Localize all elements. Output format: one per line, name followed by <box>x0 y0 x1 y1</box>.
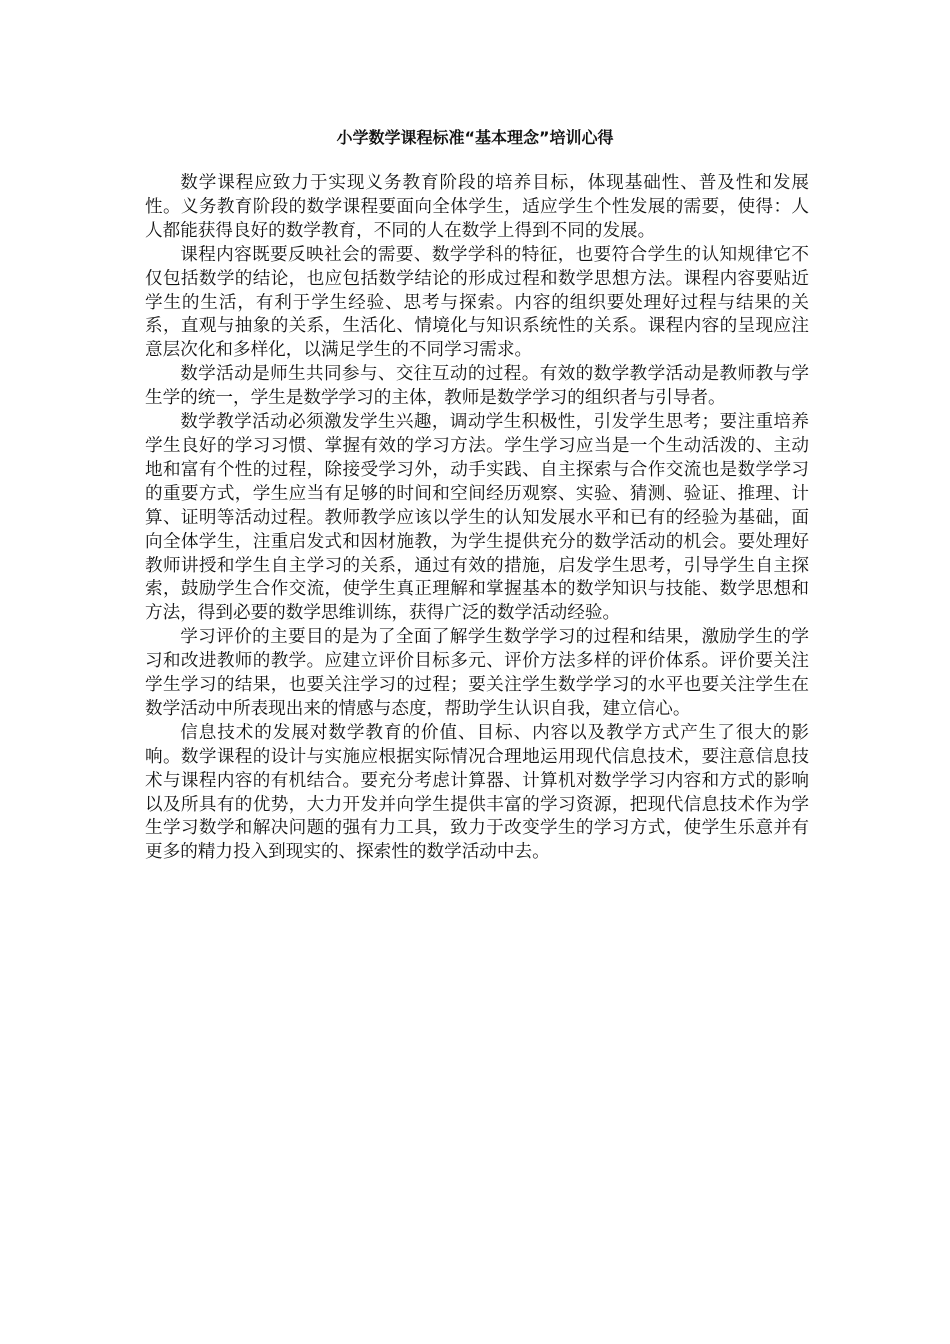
paragraph-5: 学习评价的主要目的是为了全面了解学生数学学习的过程和结果，激励学生的学习和改进教师的教学。应建立评价目标多元、评价方法多样的评价体系。评价要关注学生学习的结果，也要关注学习的过程；要关注学生数学学习的水平也要关注学生在数学活动中所表现出来的情感与态度，帮助学生认识自我，建立信心。 <box>145 627 809 719</box>
paragraph-2: 课程内容既要反映社会的需要、数学学科的特征，也要符合学生的认知规律它不仅包括数学的结论，也应包括数学结论的形成过程和数学思想方法。课程内容要贴近学生的生活，有利于学生经验、思考与探索。内容的组织要处理好过程与结果的关系，直观与抽象的关系，生活化、情境化与知识系统性的关系。课程内容的呈现应注意层次化和多样化，以满足学生的不同学习需求。 <box>145 244 809 361</box>
document-body <box>145 172 809 865</box>
document-title: 小学数学课程标准“基本理念”培训心得 <box>336 128 614 147</box>
paragraph-1: 数学课程应致力于实现义务教育阶段的培养目标，体现基础性、普及性和发展性。义务教育阶段的数学课程要面向全体学生，适应学生个性发展的需要，使得：人人都能获得良好的数学教育，不同的人在数学上得到不同的发展。 <box>145 173 809 241</box>
paragraph-6: 信息技术的发展对数学教育的价值、目标、内容以及教学方式产生了很大的影响。数学课程的设计与实施应根据实际情况合理地运用现代信息技术，要注意信息技术与课程内容的有机结合。要充分考虑计算器、计算机对数学学习内容和方式的影响以及所具有的优势，大力开发并向学生提供丰富的学习资源，把现代信息技术作为学生学习数学和解决问题的强有力工具，致力于改变学生的学习方式，使学生乐意并有更多的精力投入到现实的、探索性的数学活动中去。 <box>145 722 809 863</box>
paragraph-3: 数学活动是师生共同参与、交往互动的过程。有效的数学教学活动是教师教与学生学的统一，学生是数学学习的主体，教师是数学学习的组织者与引导者。 <box>145 364 809 409</box>
paragraph-4: 数学教学活动必须激发学生兴趣，调动学生积极性，引发学生思考；要注重培养学生良好的学习习惯、掌握有效的学习方法。学生学习应当是一个生动活泼的、主动地和富有个性的过程，除接受学习外，动手实践、自主探索与合作交流也是数学学习的重要方式，学生应当有足够的时间和空间经历观察、实验、猜测、验证、推理、计算、证明等活动过程。教师教学应该以学生的认知发展水平和已有的经验为基础，面向全体学生，注重启发式和因材施教，为学生提供充分的数学活动的机会。要处理好教师讲授和学生自主学习的关系，通过有效的措施，启发学生思考，引导学生自主探索，鼓励学生合作交流，使学生真正理解和掌握基本的数学知识与技能、数学思想和方法，得到必要的数学思维训练，获得广泛的数学活动经验。 <box>145 412 809 624</box>
